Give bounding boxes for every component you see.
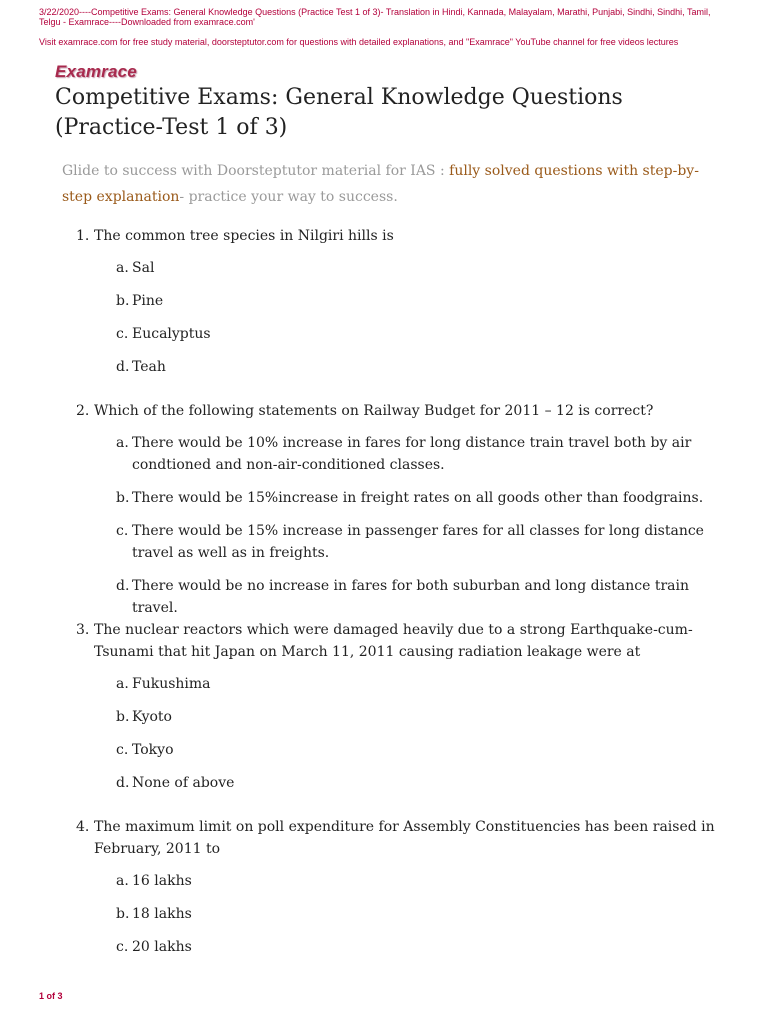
option-label: c. bbox=[116, 742, 129, 758]
option-text: None of above bbox=[132, 775, 235, 791]
option-text: There would be 10% increase in fares for long distance train travel both by air condtioned and non-air-conditioned classes. bbox=[132, 435, 692, 473]
question-number: 2. bbox=[76, 403, 90, 419]
page-counter: 1 of 3 bbox=[39, 991, 63, 1001]
option-label: b. bbox=[116, 709, 130, 725]
option-text: There would be 15%increase in freight rates on all goods other than foodgrains. bbox=[132, 490, 704, 506]
option-d bbox=[116, 575, 732, 619]
option-label: a. bbox=[116, 435, 129, 451]
option-text: Tokyo bbox=[132, 742, 174, 758]
option-text: 18 lakhs bbox=[132, 906, 192, 922]
question-1 bbox=[76, 225, 716, 375]
option-d bbox=[116, 772, 732, 794]
intro-prefix: Glide to success with Doorsteptutor material for IAS : bbox=[62, 163, 450, 179]
option-text: Kyoto bbox=[132, 709, 172, 725]
intro-link[interactable]: fully solved questions with step-by-step explanation bbox=[62, 163, 699, 205]
question-number: 4. bbox=[76, 819, 90, 835]
option-text: Teah bbox=[132, 359, 166, 375]
option-label: a. bbox=[116, 873, 129, 889]
option-label: b. bbox=[116, 906, 130, 922]
option-label: c. bbox=[116, 523, 129, 539]
option-c bbox=[116, 739, 732, 761]
intro-text bbox=[62, 158, 722, 210]
option-c bbox=[116, 323, 732, 345]
page-title: Competitive Exams: General Knowledge Questions (Practice-Test 1 of 3) bbox=[55, 85, 623, 140]
option-text: 20 lakhs bbox=[132, 939, 192, 955]
option-text: Fukushima bbox=[132, 676, 211, 692]
download-header: 3/22/2020----Competitive Exams: General Knowledge Questions (Practice Test 1 of 3)- Translation in Hindi, Kannada, Malayalam, Marathi, Punjabi, Sindhi, Sindhi, Tamil, Telgu - Examrace----Downloaded from examrace.com' bbox=[39, 7, 711, 27]
question-number: 3. bbox=[76, 622, 90, 638]
option-text: There would be 15% increase in passenger fares for all classes for long distance travel as well as in freights. bbox=[132, 523, 704, 561]
option-c bbox=[116, 936, 732, 958]
question-3 bbox=[76, 619, 716, 791]
question-text: The maximum limit on poll expenditure for Assembly Constituencies has been raised in February, 2011 to bbox=[94, 819, 715, 857]
option-d bbox=[116, 356, 732, 378]
option-text: Pine bbox=[132, 293, 164, 309]
option-label: d. bbox=[116, 359, 130, 375]
option-label: a. bbox=[116, 260, 129, 276]
option-label: b. bbox=[116, 293, 130, 309]
option-a bbox=[116, 870, 732, 892]
intro-suffix: - practice your way to success. bbox=[179, 189, 398, 205]
option-text: There would be no increase in fares for both suburban and long distance train travel. bbox=[132, 578, 689, 616]
option-b bbox=[116, 706, 732, 728]
option-b bbox=[116, 487, 732, 509]
option-label: a. bbox=[116, 676, 129, 692]
option-b bbox=[116, 290, 732, 312]
option-text: Sal bbox=[132, 260, 155, 276]
option-text: 16 lakhs bbox=[132, 873, 192, 889]
question-text: The nuclear reactors which were damaged heavily due to a strong Earthquake-cum-Tsunami that hit Japan on March 11, 2011 causing radiation leakage were at bbox=[94, 622, 693, 660]
option-a bbox=[116, 257, 732, 279]
option-label: c. bbox=[116, 939, 129, 955]
option-label: d. bbox=[116, 578, 130, 594]
question-4 bbox=[76, 816, 716, 955]
option-label: c. bbox=[116, 326, 129, 342]
option-c bbox=[116, 520, 732, 564]
examrace-logo[interactable]: Examrace bbox=[55, 62, 137, 81]
option-a bbox=[116, 673, 732, 695]
option-label: d. bbox=[116, 775, 130, 791]
promo-header: Visit examrace.com for free study material, doorsteptutor.com for questions with detailed explanations, and "Examrace" YouTube channel for free videos lectures bbox=[39, 37, 679, 47]
question-2 bbox=[76, 400, 716, 616]
option-b bbox=[116, 903, 732, 925]
option-label: b. bbox=[116, 490, 130, 506]
question-text: The common tree species in Nilgiri hills is bbox=[94, 228, 394, 244]
question-number: 1. bbox=[76, 228, 90, 244]
option-text: Eucalyptus bbox=[132, 326, 211, 342]
option-a bbox=[116, 432, 732, 476]
question-text: Which of the following statements on Railway Budget for 2011 – 12 is correct? bbox=[94, 403, 654, 419]
